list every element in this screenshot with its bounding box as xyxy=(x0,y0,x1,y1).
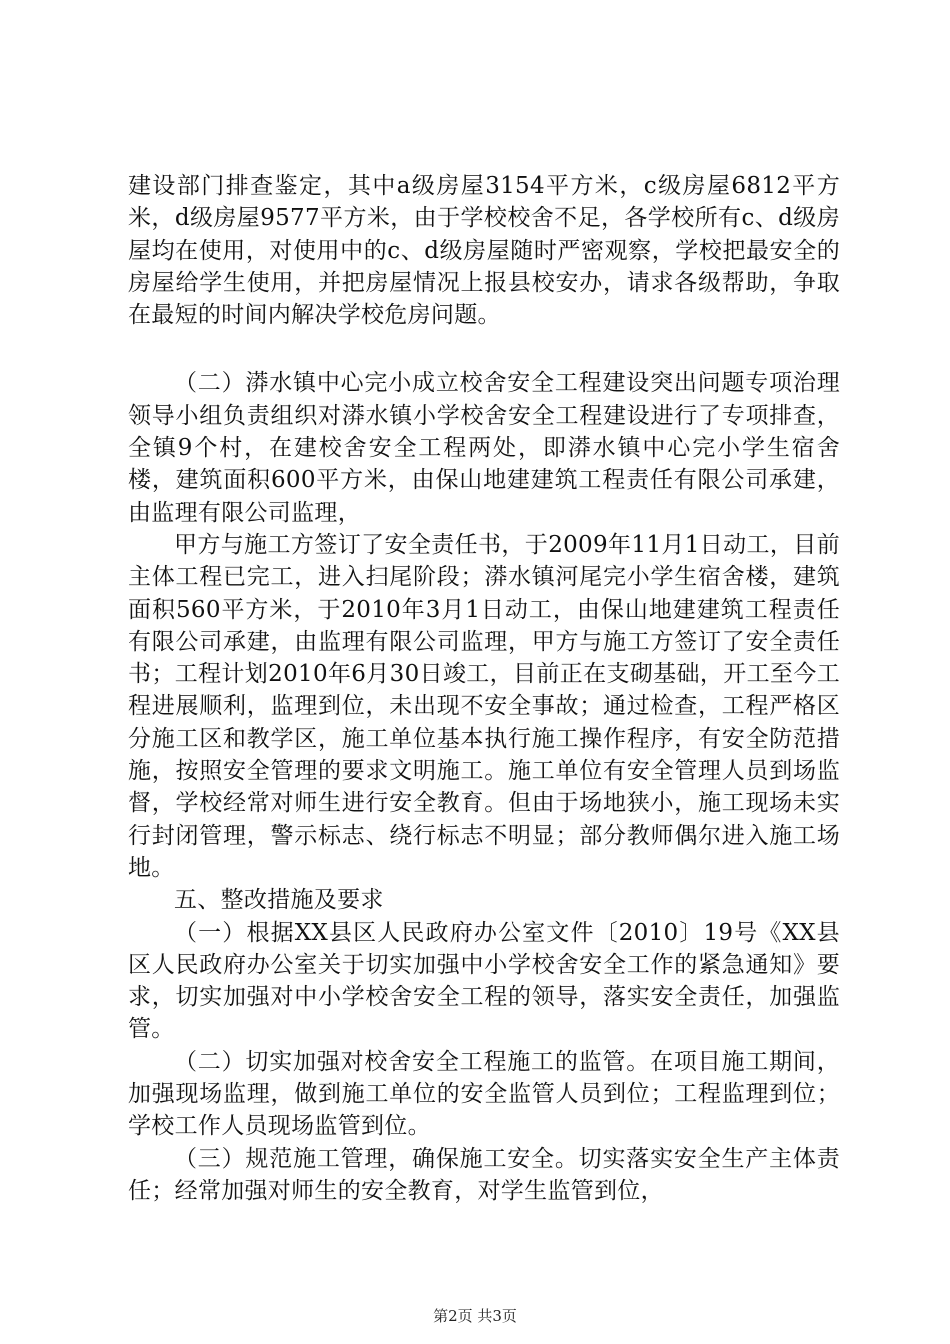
paragraph-3: 甲方与施工方签订了安全责任书，于2009年11月1日动工，目前主体工程已完工，进入扫尾阶段；漭水镇河尾完小学生宿舍楼，建筑面积560平方米，于2010年3月1日动工，由保山地建建筑工程责任有限公司承建，由监理有限公司监理，甲方与施工方签订了安全责任书；工程计划2010年6月30日竣工，目前正在支砌基础，开工至今工程进展顺利，监理到位，未出现不安全事故；通过检查，工程严格区分施工区和教学区，施工单位基本执行施工操作程序，有安全防范措施，按照安全管理的要求文明施工。施工单位有安全管理人员到场监督，学校经常对师生进行安全教育。但由于场地狭小，施工现场未实行封闭管理，警示标志、绕行标志不明显；部分教师偶尔进入施工场地。 xyxy=(128,531,840,881)
paragraph-2: （二）漭水镇中心完小成立校舍安全工程建设突出问题专项治理领导小组负责组织对漭水镇小学校舍安全工程建设进行了专项排查，全镇9个村，在建校舍安全工程两处，即漭水镇中心完小学生宿舍楼，建筑面积600平方米，由保山地建建筑工程责任有限公司承建，由监理有限公司监理， xyxy=(128,370,840,526)
paragraph-gap xyxy=(128,331,840,367)
page-number-footer: 第2页 共3页 xyxy=(433,1307,517,1325)
paragraph-4: （一）根据XX县区人民政府办公室文件〔2010〕19号《XX县区人民政府办公室关于切实加强中小学校舍安全工作的紧急通知》要求，切实加强对中小学校舍安全工程的领导，落实安全责任，加强监管。 xyxy=(128,919,840,1043)
document-body xyxy=(128,170,840,1207)
paragraph-1: 建设部门排查鉴定，其中a级房屋3154平方米，c级房屋6812平方米，d级房屋9577平方米，由于学校校舍不足，各学校所有c、d级房屋均在使用，对使用中的c、d级房屋随时严密观察，学校把最安全的房屋给学生使用，并把房屋情况上报县校安办，请求各级帮助，争取在最短的时间内解决学校危房问题。 xyxy=(128,173,840,329)
paragraph-5: （二）切实加强对校舍安全工程施工的监管。在项目施工期间，加强现场监理，做到施工单位的安全监管人员到位；工程监理到位；学校工作人员现场监管到位。 xyxy=(128,1048,840,1140)
paragraph-6: （三）规范施工管理，确保施工安全。切实落实安全生产主体责任；经常加强对师生的安全教育，对学生监管到位， xyxy=(128,1145,840,1204)
section-heading-5: 五、整改措施及要求 xyxy=(174,887,384,914)
